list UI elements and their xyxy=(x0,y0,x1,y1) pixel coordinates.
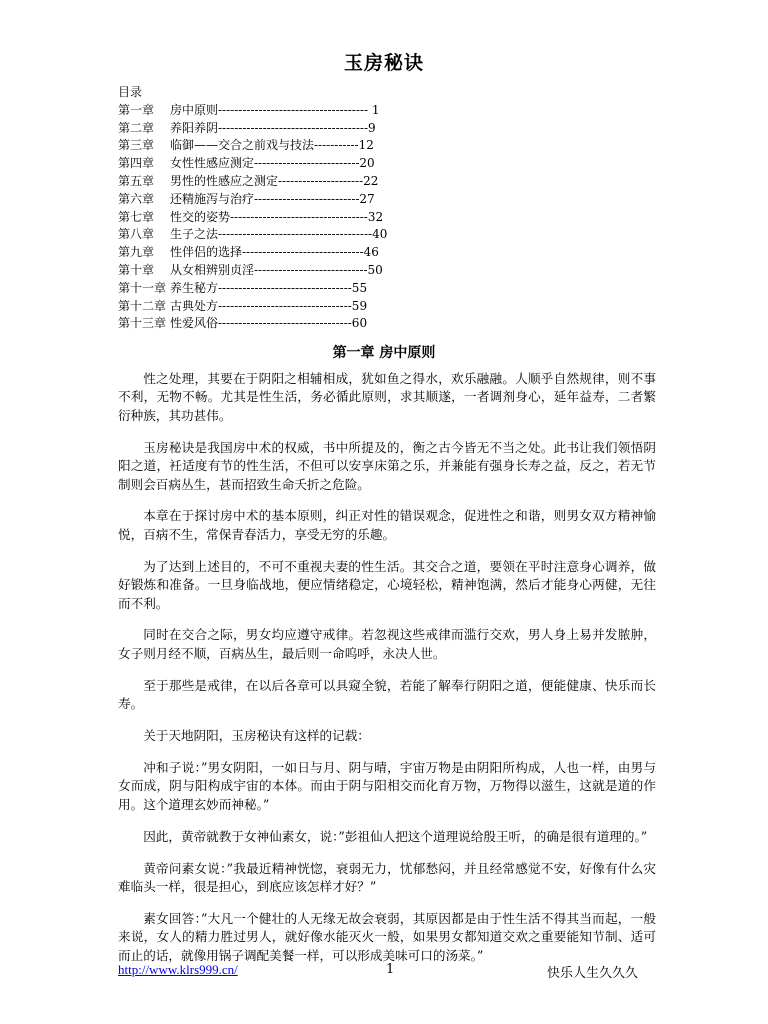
toc-chapter-number: 第三章 xyxy=(118,138,155,153)
toc-chapter-label: 性伴侣的选择------------------------------46 xyxy=(170,245,379,260)
toc-chapter-number: 第五章 xyxy=(118,173,155,188)
toc-item xyxy=(118,191,387,209)
toc-chapter-label: 从女相辨别贞淫----------------------------50 xyxy=(170,262,383,277)
page-number: 1 xyxy=(386,962,395,977)
toc-item xyxy=(118,137,387,155)
toc-chapter-label: 还精施泻与治疗--------------------------27 xyxy=(170,191,375,206)
chapter-heading: 第一章 房中原则 xyxy=(332,345,436,361)
toc-item xyxy=(118,209,387,227)
chapter-body xyxy=(118,370,656,979)
toc-item xyxy=(118,262,387,280)
paragraph: 玉房秘诀是我国房中术的权威，书中所提及的，衡之古今皆无不当之处。此书让我们领悟阴阳之道，衽适度有节的性生活，不但可以安享床第之乐，并兼能有强身长寿之益，反之，若无节制则会百病丛生，甚而招致生命夭折之危险。 xyxy=(118,439,656,492)
toc-item xyxy=(118,120,387,138)
paragraph: 为了达到上述目的，不可不重视夫妻的性生活。其交合之道，要领在平时注意身心调养，做好锻炼和准备。一旦身临战地，便应情绪稳定，心境轻松，精神饱满，然后才能身心两健，无往而不利。 xyxy=(118,558,656,611)
page-footer xyxy=(118,962,638,982)
paragraph: 同时在交合之际，男女均应遵守戒律。若忽视这些戒律而滥行交欢，男人身上易并发脓肿，女子则月经不顺，百病丛生，最后则一命呜呼，永决人世。 xyxy=(118,627,656,661)
toc-item xyxy=(118,280,387,298)
paragraph: 冲和子说：”男女阴阳，一如日与月、阴与晴，宇宙万物是由阴阳所构成，人也一样，由男与女而成，阴与阳构成宇宙的本体。而由于阴与阳相交而化育万物，万物得以滋生，这就是道的作用。这个道理玄妙而神秘。” xyxy=(118,760,656,812)
paragraph: 关于天地阴阳，玉房秘诀有这样的记载： xyxy=(143,728,370,744)
toc-item xyxy=(118,102,387,120)
paragraph: 至于那些是戒律，在以后各章可以具窥全貌，若能了解奉行阴阳之道，便能健康、快乐而长寿。 xyxy=(118,677,656,712)
toc-chapter-number: 第一章 xyxy=(118,102,155,117)
paragraph: 因此，黄帝就教于女神仙素女，说：”彭祖仙人把这个道理说给殷王听，的确是很有道理的。” xyxy=(143,828,648,844)
toc-chapter-number: 第十三章 xyxy=(118,316,167,331)
toc-chapter-number: 第九章 xyxy=(118,245,155,260)
toc-chapter-label: 房中原则------------------------------------- 1 xyxy=(170,102,380,117)
footer-slogan: 快乐人生久久久 xyxy=(546,966,638,981)
toc-item xyxy=(118,244,387,262)
toc-chapter-number: 第十章 xyxy=(118,262,155,277)
toc-chapter-label: 古典处方---------------------------------59 xyxy=(170,298,368,313)
paragraph: 黄帝问素女说：”我最近精神恍惚，衰弱无力，忧郁愁闷，并且经常感觉不安，好像有什么灾难临头一样，很是担心，到底应该怎样才好？” xyxy=(118,860,656,895)
paragraph: 本章在于探讨房中术的基本原则，纠正对性的错误观念，促进性之和谐，则男女双方精神愉悦，百病不生，常保青春活力，享受无穷的乐趣。 xyxy=(118,508,656,542)
toc-chapter-label: 养阳养阴-------------------------------------9 xyxy=(170,120,376,135)
toc-item xyxy=(118,173,387,191)
footer-website-link[interactable]: http://www.klrs999.cn/ xyxy=(118,962,238,977)
toc-chapter-label: 女性性感应测定--------------------------20 xyxy=(170,156,375,171)
toc-chapter-label: 男性的性感应之测定---------------------22 xyxy=(170,173,379,188)
toc-chapter-number: 第二章 xyxy=(118,120,155,135)
paragraph: 素女回答：”大凡一个健壮的人无缘无故会衰弱，其原因都是由于性生活不得其当而起，一般来说，女人的精力胜过男人，就好像水能灭火一般，如果男女都知道交欢之重要能知节制、适可而止的话，就像用锅子调配美餐一样，可以形成美味可口的汤菜。” xyxy=(118,910,656,963)
paragraph: 性之处理，其要在于阴阳之相辅相成，犹如鱼之得水，欢乐融融。人顺乎自然规律，则不事不利，无物不畅。尤其是性生活，务必循此原则，求其顺遂，一者调剂身心，延年益寿，二者繁衍种族，其功甚伟。 xyxy=(118,371,656,423)
toc-heading: 目录 xyxy=(118,85,143,99)
toc-item xyxy=(118,298,387,316)
toc-item xyxy=(118,226,387,244)
document-title: 玉房秘诀 xyxy=(343,52,424,74)
toc-item xyxy=(118,315,387,333)
toc-chapter-label: 养生秘方---------------------------------55 xyxy=(170,280,368,295)
toc-chapter-number: 第四章 xyxy=(118,156,155,171)
toc-chapter-number: 第七章 xyxy=(118,209,155,224)
toc-chapter-number: 第六章 xyxy=(118,191,155,206)
toc-chapter-label: 生子之法--------------------------------------40 xyxy=(170,227,388,242)
toc-chapter-number: 第十二章 xyxy=(118,298,167,313)
toc-chapter-label: 性交的姿势----------------------------------32 xyxy=(170,209,384,224)
table-of-contents xyxy=(118,84,387,333)
toc-item xyxy=(118,155,387,173)
toc-chapter-label: 临御——交合之前戏与技法-----------12 xyxy=(170,138,374,153)
toc-chapter-number: 第十一章 xyxy=(118,280,167,295)
toc-chapter-label: 性爱风俗---------------------------------60 xyxy=(170,316,368,331)
toc-chapter-number: 第八章 xyxy=(118,227,155,242)
